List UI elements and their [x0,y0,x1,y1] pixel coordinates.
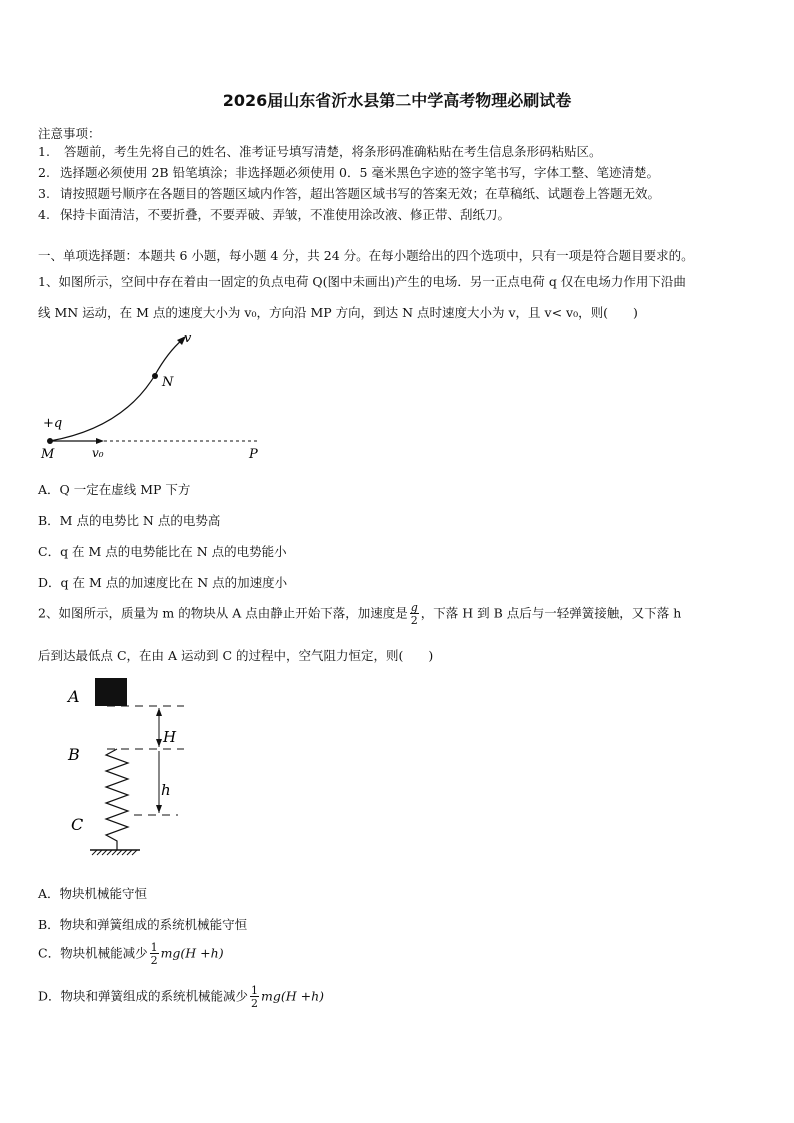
q2-stem-line2: 后到达最低点 C，在由 A 运动到 C 的过程中，空气阻力恒定，则( ) [38,648,434,663]
section-heading: 一、单项选择题：本题共 6 小题，每小题 4 分，共 24 分。在每小题给出的四个选项中，只有一项是符合题目要求的。 [38,248,694,263]
block [95,678,127,706]
fraction-half: $\frac{1}{2}$ [150,941,158,967]
note-item: 3. 请按照题号顺序在各题目的答题区域内作答，超出答题区域书写的答案无效；在草稿纸、试题卷上答题无效。 [38,186,661,201]
q2-option-a: A．物块机械能守恒 [38,886,148,901]
note-item: 2. 选择题必须使用 2B 铅笔填涂；非选择题必须使用 0．5 毫米黑色字迹的签字笔书写，字体工整、笔迹清楚。 [38,165,659,180]
label-small-h: h [161,781,171,799]
trajectory-curve [50,340,182,441]
label-v0: v₀ [92,446,104,460]
q2-stem-line1: 2、如图所示，质量为 m 的物块从 A 点由静止开始下落，加速度是 $\frac{g}{2}$ ，下落 H 到 B 点后与一轻弹簧接触，又下落 h [38,601,682,627]
q1-figure [38,330,278,465]
fraction-half: $\frac{1}{2}$ [251,984,259,1010]
q1-option-d: D．q 在 M 点的加速度比在 N 点的加速度小 [38,575,288,590]
point-n [152,373,158,379]
q1-option-a: A．Q 一定在虚线 MP 下方 [38,482,191,497]
q2-option-b: B．物块和弹簧组成的系统机械能守恒 [38,917,248,932]
spring [106,749,128,850]
q2-option-d: D．物块和弹簧组成的系统机械能减少 $\frac{1}{2}$ mg(H +h) [38,984,325,1010]
notes-heading: 注意事项： [38,126,101,141]
note-item: 4. 保持卡面清洁，不要折叠，不要弄破、弄皱，不准使用涂改液、修正带、刮纸刀。 [38,207,511,222]
v0-arrowhead [96,438,104,444]
label-p: P [249,447,258,462]
label-q: +q [43,416,63,431]
page-title: 2026届山东省沂水县第二中学高考物理必刷试卷 [222,91,572,110]
label-b: B [68,745,80,764]
label-n: N [162,375,174,390]
q2-option-c: C．物块机械能减少 $\frac{1}{2}$ mg(H +h) [38,941,224,967]
label-m: M [41,447,55,462]
q1-stem-line1: 1、如图所示，空间中存在着由一固定的负点电荷 Q(图中未画出)产生的电场．另一正点电荷 q 仅在电场力作用下沿曲 [38,274,686,289]
q1-option-b: B．M 点的电势比 N 点的电势高 [38,513,221,528]
note-item: 1. 答题前，考生先将自己的姓名、准考证号填写清楚，将条形码准确粘贴在考生信息条形码粘贴区。 [38,144,602,159]
point-m [47,438,53,444]
fraction-g-over-2: $\frac{g}{2}$ [410,601,418,627]
q1-stem-line2: 线 MN 运动，在 M 点的速度大小为 v₀，方向沿 MP 方向，到达 N 点时速度大小为 v，且 v< v₀，则( ) [38,305,638,320]
label-a: A [68,687,80,706]
label-v: v [184,331,192,346]
label-c: C [71,815,84,834]
q2-figure [62,672,202,862]
label-big-h: H [163,728,177,746]
q1-option-c: C．q 在 M 点的电势能比在 N 点的电势能小 [38,544,287,559]
